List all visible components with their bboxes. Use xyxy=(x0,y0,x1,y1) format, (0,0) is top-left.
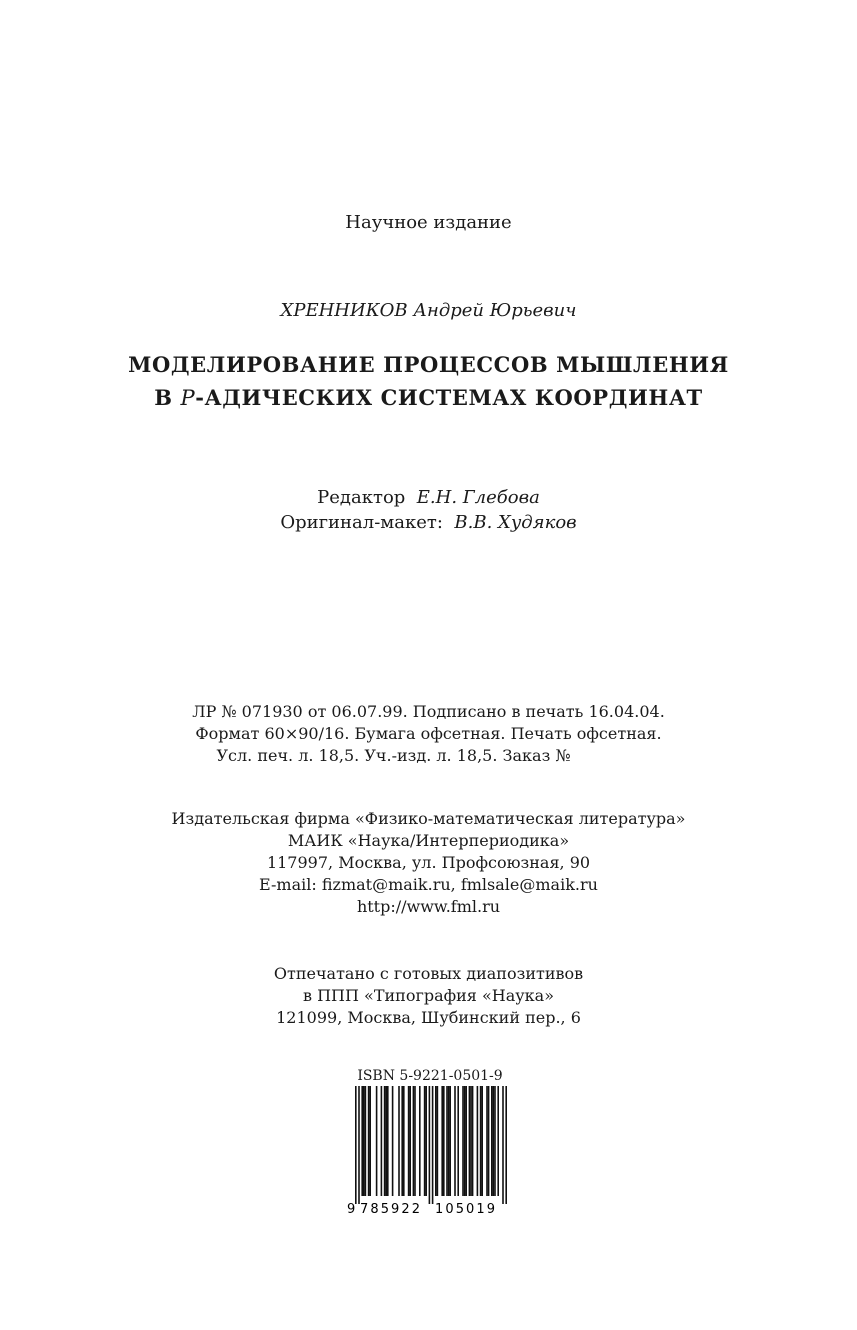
barcode-bar xyxy=(381,1086,383,1196)
title-rest: -АДИЧЕСКИХ СИСТЕМАХ КООРДИНАТ xyxy=(195,385,703,410)
editor-credit xyxy=(0,487,857,508)
barcode-bar xyxy=(363,1086,365,1196)
isbn-barcode xyxy=(345,1068,515,1216)
barcode-bar xyxy=(355,1086,357,1204)
isbn-label: ISBN 5-9221-0501-9 xyxy=(357,1068,503,1084)
printer-info xyxy=(0,963,857,1029)
layout-label: Оригинал-макет: xyxy=(280,512,443,533)
editor-label: Редактор xyxy=(317,487,406,508)
barcode-bar xyxy=(392,1086,394,1196)
print-info xyxy=(0,701,857,767)
layout-credit xyxy=(0,512,857,533)
barcode-bar xyxy=(472,1086,474,1196)
barcode-bar xyxy=(493,1086,495,1196)
barcode-bar xyxy=(465,1086,467,1196)
print-info-line3: Усл. печ. л. 18,5. Уч.-изд. л. 18,5. Заказ № xyxy=(216,746,571,765)
barcode-bar xyxy=(448,1086,450,1196)
barcode-bar xyxy=(424,1086,426,1196)
barcode-graphic xyxy=(345,1086,515,1216)
barcode-bar xyxy=(385,1086,387,1196)
barcode-bar xyxy=(491,1086,493,1196)
barcode-bar xyxy=(441,1086,443,1196)
author-surname: ХРЕННИКОВ xyxy=(280,300,408,321)
barcode-bar xyxy=(481,1086,483,1196)
barcode-bar xyxy=(469,1086,471,1196)
barcode-bar xyxy=(369,1086,371,1196)
publisher-address: 117997, Москва, ул. Профсоюзная, 90 xyxy=(266,853,591,872)
barcode-bar xyxy=(365,1086,367,1196)
ean-left-group: 785922 xyxy=(360,1202,420,1216)
editor-name: Е.Н. Глебова xyxy=(416,487,540,508)
barcode-bar xyxy=(387,1086,389,1196)
title-prefix: В xyxy=(154,385,181,410)
barcode-bar xyxy=(401,1086,403,1196)
barcode-bar xyxy=(414,1086,416,1196)
barcode-bar xyxy=(408,1086,410,1196)
barcode-bar xyxy=(505,1086,507,1204)
printer-line3: 121099, Москва, Шубинский пер., 6 xyxy=(276,1008,581,1027)
barcode-bar xyxy=(494,1086,496,1196)
publisher-line2: МАИК «Наука/Интерпериодика» xyxy=(287,831,570,850)
barcode-bar xyxy=(457,1086,459,1196)
ean-right-group: 105019 xyxy=(435,1202,495,1216)
book-title-line1: МОДЕЛИРОВАНИЕ ПРОЦЕССОВ МЫШЛЕНИЯ xyxy=(128,352,729,377)
barcode-bar xyxy=(488,1086,490,1196)
barcode-bar xyxy=(437,1086,439,1196)
print-info-line1: ЛР № 071930 от 06.07.99. Подписано в печать 16.04.04. xyxy=(192,702,665,721)
barcode-bar xyxy=(368,1086,370,1196)
barcode-bar xyxy=(413,1086,415,1196)
barcode-bar xyxy=(497,1086,499,1196)
barcode-bar xyxy=(361,1086,363,1196)
printer-line2: в ППП «Типография «Наука» xyxy=(302,986,554,1005)
barcode-bar xyxy=(480,1086,482,1196)
barcode-bar xyxy=(486,1086,488,1196)
author-given-names: Андрей Юрьевич xyxy=(413,300,577,321)
barcode-bar xyxy=(470,1086,472,1196)
barcode-bar xyxy=(429,1086,431,1204)
barcode-bar xyxy=(464,1086,466,1196)
barcode-bar xyxy=(454,1086,456,1196)
barcode-bar xyxy=(398,1086,400,1196)
publisher-line1: Издательская фирма «Физико-математическая литература» xyxy=(171,809,686,828)
ean-first-digit: 9 xyxy=(347,1202,356,1216)
barcode-bar xyxy=(403,1086,405,1196)
publisher-website: http://www.fml.ru xyxy=(356,897,501,916)
barcode-bar xyxy=(425,1086,427,1196)
barcode-bar xyxy=(446,1086,448,1196)
barcode-bar xyxy=(443,1086,445,1196)
title-p-variable: P xyxy=(180,386,196,410)
printer-line1: Отпечатано с готовых диапозитивов xyxy=(273,964,584,983)
edition-type: Научное издание xyxy=(345,212,512,233)
barcode-bar xyxy=(376,1086,378,1196)
publisher-info xyxy=(0,808,857,918)
barcode-bar xyxy=(477,1086,479,1196)
barcode-bar xyxy=(432,1086,434,1204)
barcode-bar xyxy=(384,1086,386,1196)
barcode-bar xyxy=(419,1086,421,1196)
book-title-line2 xyxy=(0,385,857,410)
author-line xyxy=(0,300,857,321)
barcode-bar xyxy=(358,1086,360,1204)
barcode-bar xyxy=(462,1086,464,1196)
print-info-line2: Формат 60×90/16. Бумага офсетная. Печать офсетная. xyxy=(195,724,662,743)
barcode-bar xyxy=(449,1086,451,1196)
layout-name: В.В. Худяков xyxy=(454,512,577,533)
barcode-bar xyxy=(409,1086,411,1196)
publisher-email: E-mail: fizmat@maik.ru, fmlsale@maik.ru xyxy=(259,875,598,894)
barcode-bar xyxy=(502,1086,504,1204)
barcode-bar xyxy=(435,1086,437,1196)
